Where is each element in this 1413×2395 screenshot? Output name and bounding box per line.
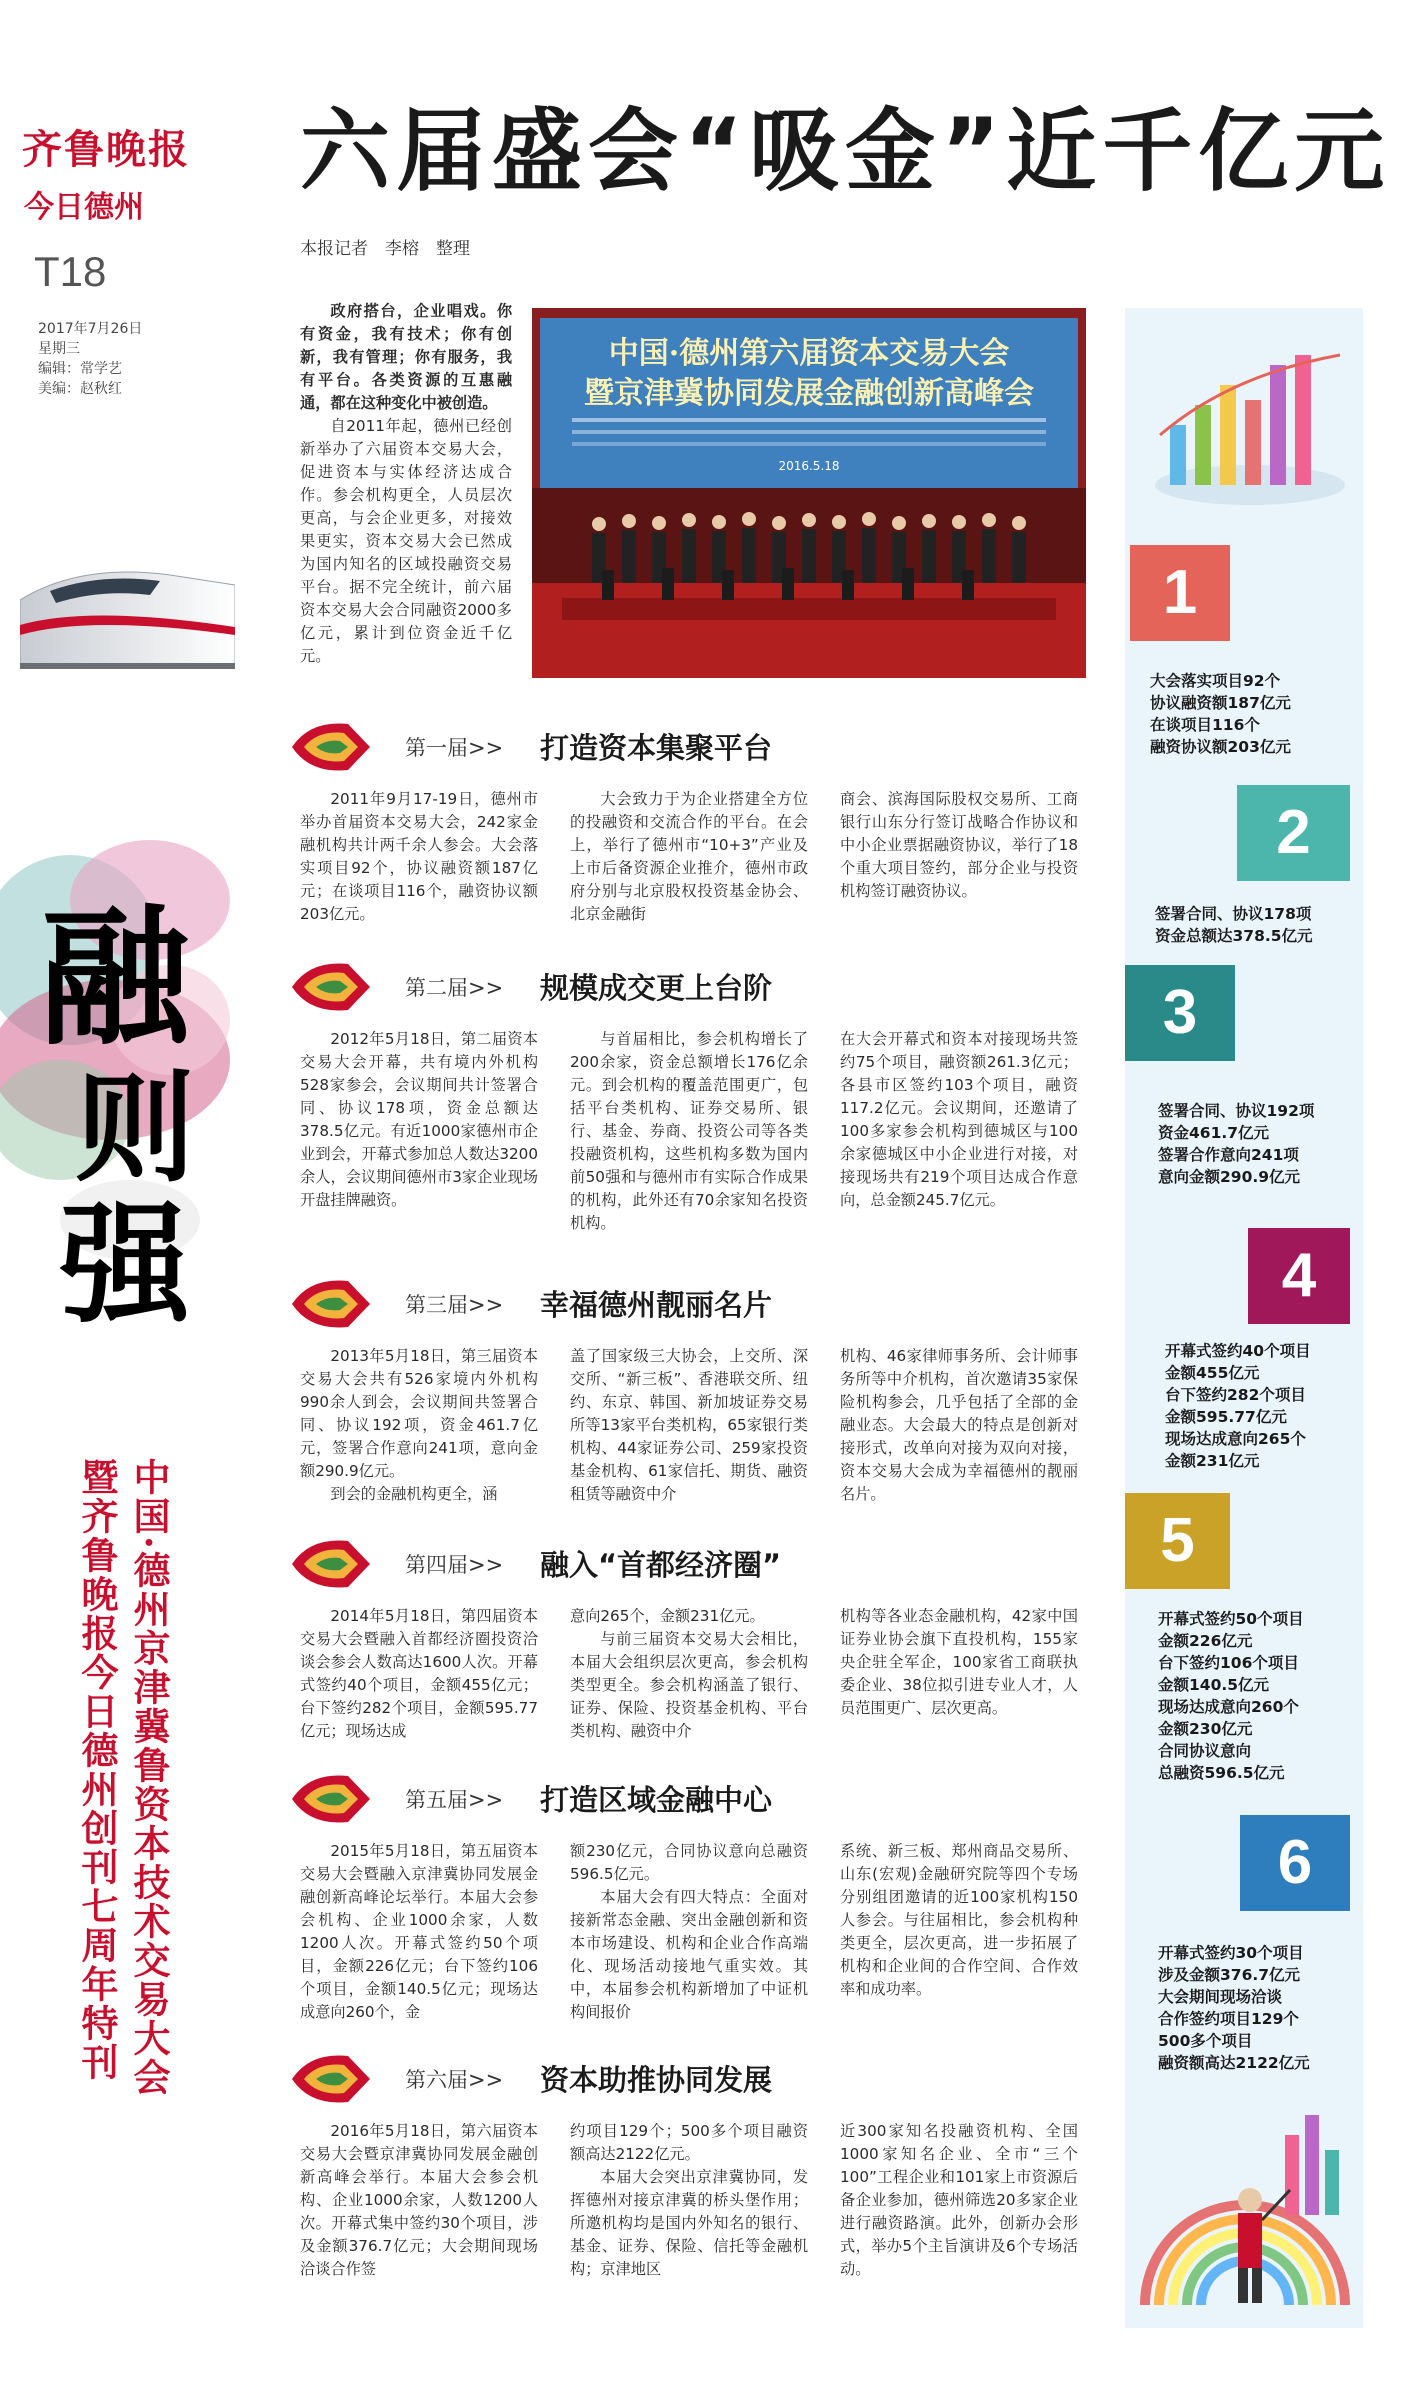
session-column <box>570 1028 808 1235</box>
paragraph: 2014年5月18日，第四届资本交易大会暨融入首都经济圈投资洽谈会参会人数高达1600人次。开幕式签约40个项目，金额455亿元；台下签约282个项目，金额595.77亿元；现场达成 <box>300 1607 538 1740</box>
session-title: 打造区域金融中心 <box>540 1783 773 1817</box>
stat-badge-3: 3 <box>1125 965 1235 1061</box>
banner-date: 2016.5.18 <box>778 459 840 473</box>
session-label: 第三届>> <box>405 1293 504 1317</box>
paragraph: 机构等各业态金融机构，42家中国证券业协会旗下直投机构，155家央企驻全军企，100家省工商联执委企业、38位拟引进专业人才，人员范围更广、层次更高。 <box>840 1607 1078 1717</box>
paragraph: 额230亿元，合同协议意向总融资596.5亿元。 <box>570 1842 808 1883</box>
stat-badge-2: 2 <box>1237 785 1350 881</box>
banner-line-2: 暨京津冀协同发展金融创新高峰会 <box>584 376 1034 411</box>
editor-credit: 编辑：常学艺 <box>38 361 122 377</box>
paragraph: 商会、滨海国际股权交易所、工商银行山东分行签订战略合作协议和中小企业票据融资协议，举行了18个重大项目签约，部分企业与投资机构签订融资协议。 <box>840 790 1078 900</box>
stat-badge-6: 6 <box>1240 1815 1350 1911</box>
designer-credit: 美编：赵秋红 <box>38 381 122 397</box>
session-label: 第五届>> <box>405 1788 504 1812</box>
calligraphy-char-2: 则 <box>75 1058 195 1199</box>
paragraph: 2015年5月18日，第五届资本交易大会暨融入京津冀协同发展金融创新高峰论坛举行。本届大会参会机构、企业1000余家，人数1200人次。开幕式签约50个项目，金额226亿元；台下签约106个项目，金额140.5亿元；现场达成意向260个，金 <box>300 1842 538 2021</box>
bar-chart-illustration <box>1150 335 1350 510</box>
session-column <box>300 1605 538 1743</box>
intro-lead: 政府搭台，企业唱戏。你有资金，我有技术；你有创新，我有管理；你有服务，我有平台。各类资源的互惠融通，都在这种变化中被创造。 <box>300 302 512 412</box>
paragraph: 2012年5月18日，第二届资本交易大会开幕，共有境内外机构528家参会，会议期间共计签署合同、协议178项，资金总额达378.5亿元。有近1000家德州市企业到会，开幕式参加总人数达3200余人，会议期间德州市3家企业现场开盘挂牌融资。 <box>300 1030 538 1209</box>
paragraph: 大会致力于为企业搭建全方位的投融资和交流合作的平台。在会上，举行了德州市“10+3”产业及上市后备资源企业推介，德州市政府分别与北京股权投资基金协会、北京金融街 <box>570 790 808 923</box>
session-column <box>300 1840 538 2024</box>
paragraph: 机构、46家律师事务所、会计师事务所等中介机构，首次邀请35家保险机构参会，几乎包括了全部的金融业态。大会最大的特点是创新对接形式，改单向对接为双向对接，资本交易大会成为幸福德州的靓丽名片。 <box>840 1347 1078 1503</box>
page-headline: 六届盛会“吸金”近千亿元 <box>300 99 1391 204</box>
paragraph: 本届大会有四大特点：全面对接新常态金融、突出金融创新和资本市场建设、机构和企业合作高端化、现场活动接地气重实效。其中，本届参会机构新增加了中证机构间报价 <box>570 1888 808 2021</box>
session-column <box>840 2120 1078 2281</box>
session-column <box>840 1840 1078 2001</box>
stat-text-5: 开幕式签约50个项目 金额226亿元 台下签约106个项目 金额140.5亿元 现场达成意向260个 金额230亿元 合同协议意向 总融资596.5亿元 <box>1158 1610 1304 1782</box>
paragraph: 2013年5月18日，第三届资本交易大会共有526家境内外机构990余人到会，会议期间共签署合同、协议192项，资金461.7亿元，签署合作意向241项，意向金额290.9亿元。 <box>300 1347 538 1480</box>
session-column <box>300 788 538 926</box>
stat-text-3: 签署合同、协议192项 资金461.7亿元 签署合作意向241项 意向金额290.9亿元 <box>1158 1102 1315 1186</box>
session-title: 融入“首都经济圈” <box>540 1548 782 1582</box>
paragraph: 系统、新三板、郑州商品交易所、山东(宏观)金融研究院等四个专场分别组团邀请的近100家机构150人参会。与往届相比，参会机构种类更全，层次更高，进一步拓展了机构和企业间的合作空间、合作效率和成功率。 <box>840 1842 1078 1998</box>
session-title: 规模成交更上台阶 <box>540 971 773 1005</box>
stat-text-1: 大会落实项目92个 协议融资额187亿元 在谈项目116个 融资协议额203亿元 <box>1150 672 1291 756</box>
paragraph: 与首届相比，参会机构增长了200余家，资金总额增长176亿余元。到会机构的覆盖范围更广，包括平台类机构、证券交易所、银行、基金、券商、投资公司等各类投融资机构，这些机构多数为国内前50强和与德州市有实际合作成果的机构，此外还有70余家知名投资机构。 <box>570 1030 808 1232</box>
stat-text-2: 签署合同、协议178项 资金总额达378.5亿元 <box>1155 905 1313 945</box>
page-number: T18 <box>34 248 107 295</box>
session-column <box>570 1605 808 1743</box>
session-label: 第四届>> <box>405 1553 504 1577</box>
arrow-icon <box>290 2050 372 2108</box>
session-column <box>840 788 1078 903</box>
session-label: 第一届>> <box>405 736 504 760</box>
special-issue-title-vertical: 暨齐鲁晚报今日德州创刊七周年特刊 <box>75 1458 119 2082</box>
session-column <box>300 1345 538 1506</box>
intro-article <box>300 300 512 668</box>
session-header <box>290 2050 1090 2110</box>
paragraph: 意向265个，金额231亿元。 <box>570 1607 765 1625</box>
arrow-icon <box>290 1275 372 1333</box>
issue-weekday: 星期三 <box>38 341 80 357</box>
session-column <box>570 2120 808 2281</box>
paragraph: 近300家知名投融资机构、全国1000家知名企业、全市“三个100”工程企业和101家上市资源后备企业参加，德州筛选20多家企业进行融资路演。此外，创新办会形式，举办5个主旨演讲及6个专场活动。 <box>840 2122 1078 2278</box>
paragraph: 与前三届资本交易大会相比，本届大会组织层次更高，参会机构类型更全。参会机构涵盖了银行、证券、保险、投资基金机构、平台类机构、融资中介 <box>570 1630 808 1740</box>
session-column <box>300 2120 538 2281</box>
session-column <box>840 1345 1078 1506</box>
banner-line-1: 中国·德州第六届资本交易大会 <box>608 336 1010 371</box>
session-column <box>570 1840 808 2024</box>
session-title: 打造资本集聚平台 <box>540 731 773 765</box>
paragraph: 约项目129个；500多个项目融资额高达2122亿元。 <box>570 2122 808 2163</box>
calligraphy-char-3: 强 <box>60 1188 191 1341</box>
arrow-icon <box>290 1770 372 1828</box>
session-title: 幸福德州靓丽名片 <box>540 1288 773 1322</box>
session-header <box>290 1770 1090 1830</box>
session-header <box>290 718 1090 778</box>
session-label: 第二届>> <box>405 976 504 1000</box>
stat-badge-1: 1 <box>1130 545 1230 641</box>
high-speed-train-illustration <box>20 555 235 680</box>
arrow-icon <box>290 1535 372 1593</box>
paragraph: 2011年9月17-19日，德州市举办首届资本交易大会，242家金融机构共计两千余人参会。大会落实项目92个，协议融资额187亿元；在谈项目116个，融资协议额203亿元。 <box>300 790 538 923</box>
arrow-icon <box>290 718 372 776</box>
session-column <box>300 1028 538 1212</box>
intro-body: 自2011年起，德州已经创新举办了六届资本交易大会，促进资本与实体经济达成合作。参会机构更全，人员层次更高，与会企业更多，对接效果更实，资本交易大会已然成为国内知名的区域投融资交易平台。据不完全统计，前六届资本交易大会合同融资2000多亿元，累计到位资金近千亿元。 <box>300 417 512 665</box>
section-name: 今日德州 <box>24 190 144 225</box>
paragraph: 2016年5月18日，第六届资本交易大会暨京津冀协同发展金融创新高峰会举行。本届大会参会机构、企业1000余家，人数1200人次。开幕式集中签约30个项目，涉及金额376.7亿元；大会期间现场洽谈合作签 <box>300 2122 538 2278</box>
session-header <box>290 1275 1090 1335</box>
stat-badge-4: 4 <box>1248 1228 1350 1324</box>
stat-text-6: 开幕式签约30个项目 涉及金额376.7亿元 大会期间现场洽谈 合作签约项目129个 500多个项目 融资额高达2122亿元 <box>1158 1944 1310 2072</box>
session-header <box>290 1535 1090 1595</box>
newspaper-brand-logo: 齐鲁晚报 <box>22 126 190 173</box>
session-column <box>570 1345 808 1506</box>
session-header <box>290 958 1090 1018</box>
paragraph: 本届大会突出京津冀协同，发挥德州对接京津冀的桥头堡作用；所邀机构均是国内外知名的银行、基金、证券、保险、信托等金融机构；京津地区 <box>570 2168 808 2278</box>
session-column <box>840 1605 1078 1720</box>
calligraphy-char-1: 融 <box>40 890 191 1066</box>
session-column <box>570 788 808 926</box>
byline: 本报记者 李榕 整理 <box>300 239 470 259</box>
conference-stage-photo <box>532 308 1086 678</box>
stat-text-4: 开幕式签约40个项目 金额455亿元 台下签约282个项目 金额595.77亿元 现场达成意向265个 金额231亿元 <box>1165 1342 1311 1470</box>
paragraph: 盖了国家级三大协会，上交所、深交所、“新三板”、香港联交所、纽约、东京、韩国、新加坡证券交易所等13家平台类机构，65家银行类机构、44家证券公司、259家投资基金机构、61家信托、期货、融资租赁等融资中介 <box>570 1347 808 1503</box>
paragraph: 到会的金融机构更全，涵 <box>330 1485 498 1503</box>
session-label: 第六届>> <box>405 2068 504 2092</box>
stat-badge-5: 5 <box>1125 1493 1230 1589</box>
session-column <box>840 1028 1078 1212</box>
arrow-icon <box>290 958 372 1016</box>
paragraph: 在大会开幕式和资本对接现场共签约75个项目，融资额261.3亿元；各县市区签约103个项目，融资117.2亿元。会议期间，还邀请了100多家参会机构到德城区与100余家德城区中小企业进行对接，对接现场共有219个项目达成合作意向，总金额245.7亿元。 <box>840 1030 1078 1209</box>
session-title: 资本助推协同发展 <box>540 2063 773 2097</box>
event-title-vertical: 中国·德州京津冀鲁资本技术交易大会 <box>127 1458 171 2097</box>
issue-date: 2017年7月26日 <box>38 321 143 337</box>
calligraphy-art <box>0 840 240 1400</box>
rainbow-presenter-illustration <box>1125 2105 1363 2330</box>
